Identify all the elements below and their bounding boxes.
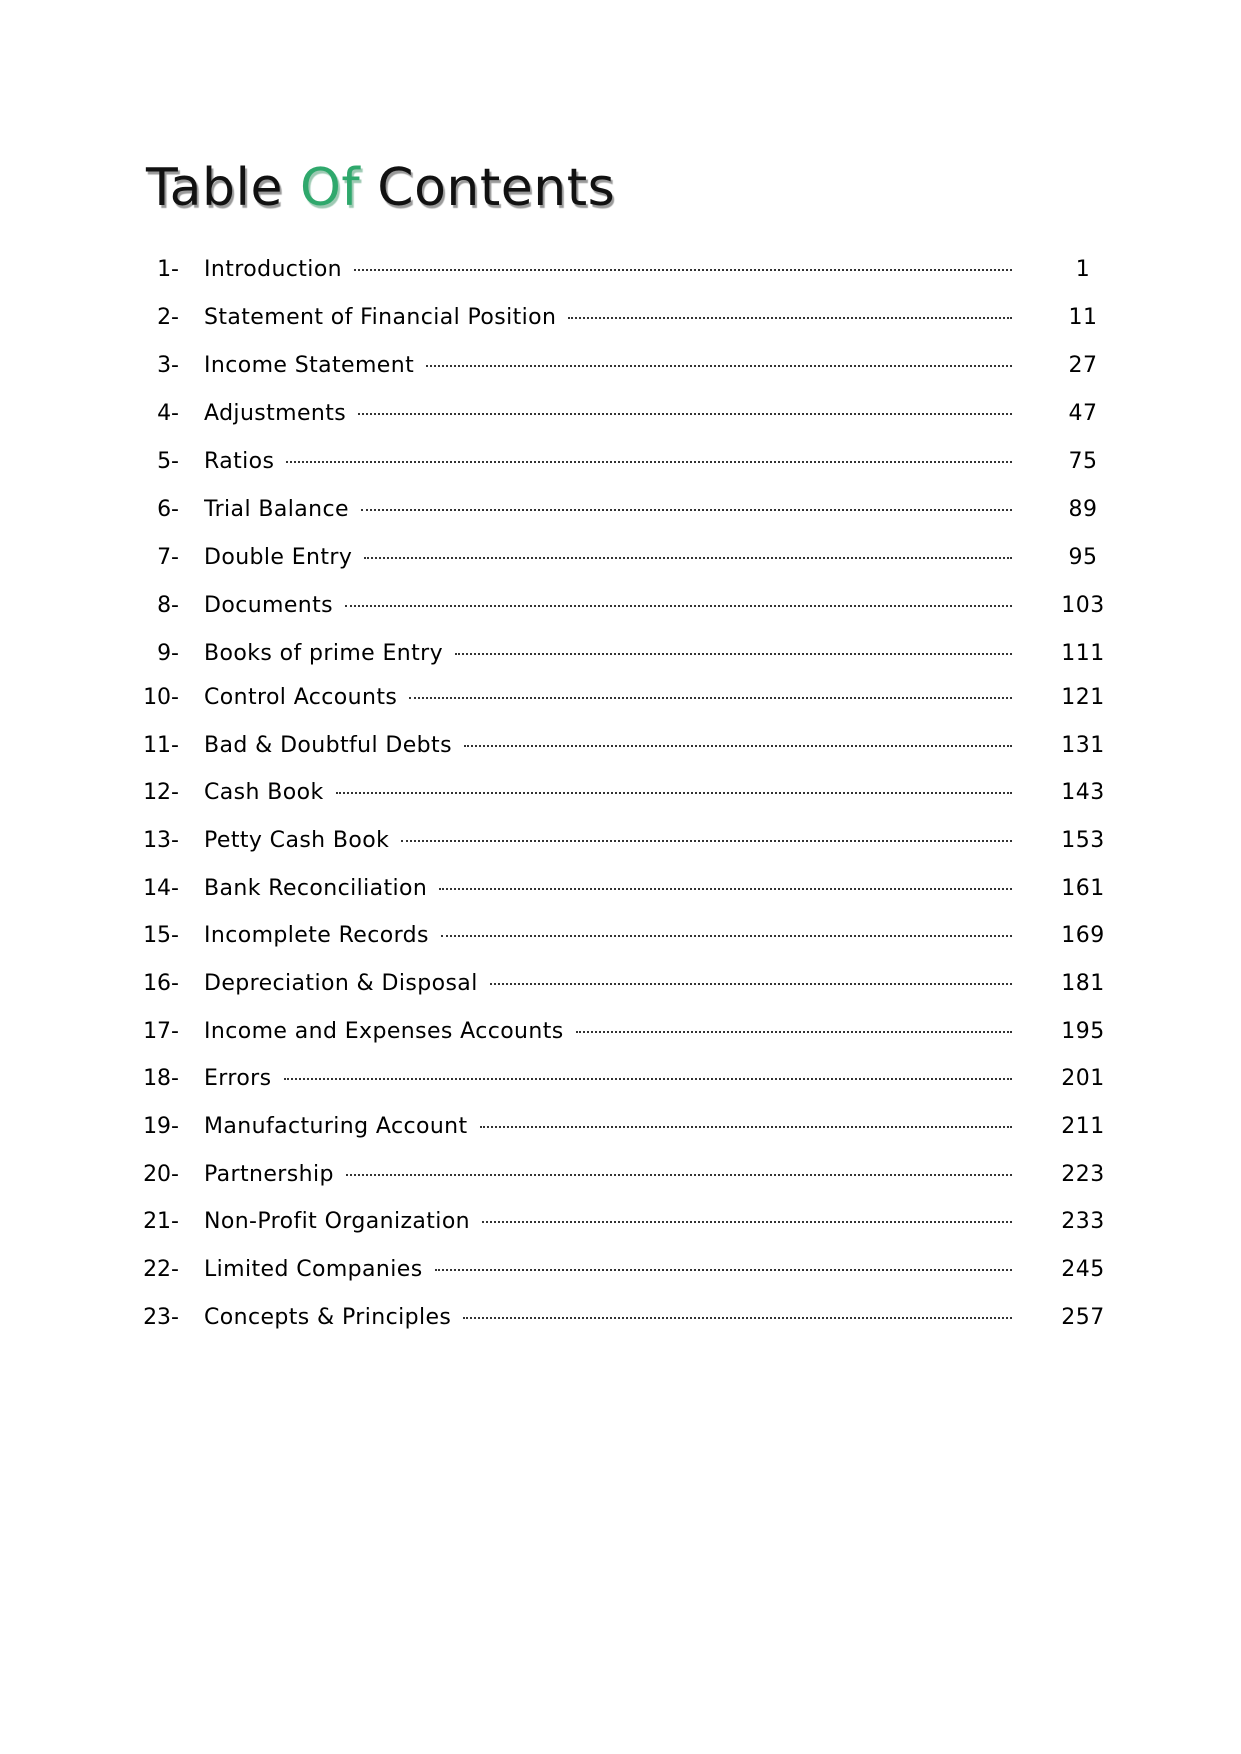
toc-entry-label-wrap — [204, 541, 1012, 575]
toc-entry[interactable] — [0, 967, 1241, 1001]
toc-entry[interactable] — [0, 1062, 1241, 1096]
toc-entry-number: 20- — [143, 1162, 179, 1187]
toc-entry-number: 7- — [157, 545, 179, 570]
toc-entry[interactable] — [0, 1205, 1241, 1239]
toc-entry-page-number: 143 — [1061, 780, 1105, 805]
toc-entry-page-number: 1 — [1075, 257, 1091, 282]
toc-entry-number: 4- — [157, 401, 179, 426]
toc-entry-label: Bank Reconciliation — [204, 876, 428, 901]
dot-leader — [441, 933, 1012, 937]
toc-entry-number: 5- — [157, 449, 179, 474]
toc-entry-number: 17- — [143, 1019, 179, 1044]
dot-leader — [464, 743, 1012, 747]
toc-entry-label: Statement of Financial Position — [204, 305, 557, 330]
toc-entry-page-number: 223 — [1061, 1162, 1105, 1187]
dot-leader — [361, 507, 1012, 511]
toc-entry-number: 10- — [143, 685, 179, 710]
toc-entry[interactable] — [0, 253, 1241, 287]
toc-entry-number: 22- — [143, 1257, 179, 1282]
toc-entry[interactable] — [0, 872, 1241, 906]
dot-leader — [482, 1219, 1012, 1223]
dot-leader — [426, 363, 1012, 367]
toc-entry-label-wrap — [204, 729, 1012, 763]
toc-entry-number: 23- — [143, 1305, 179, 1330]
dot-leader — [354, 267, 1012, 271]
toc-entry[interactable] — [0, 541, 1241, 575]
toc-entry-number: 21- — [143, 1209, 179, 1234]
toc-entry-number: 13- — [143, 828, 179, 853]
toc-entry-label: Ratios — [204, 449, 275, 474]
toc-entry-page-number: 27 — [1068, 353, 1098, 378]
dot-leader — [576, 1029, 1012, 1033]
toc-entry-number: 2- — [157, 305, 179, 330]
toc-entry-label: Errors — [204, 1066, 272, 1091]
toc-entry[interactable] — [0, 824, 1241, 858]
toc-entry-label-wrap — [204, 493, 1012, 527]
toc-entry-page-number: 103 — [1061, 593, 1105, 618]
toc-entry-label-wrap — [204, 1253, 1012, 1287]
toc-entry[interactable] — [0, 681, 1241, 715]
toc-entry-label: Concepts & Principles — [204, 1305, 452, 1330]
toc-entry-label: Limited Companies — [204, 1257, 423, 1282]
toc-entry-label-wrap — [204, 253, 1012, 287]
toc-entry-page-number: 11 — [1068, 305, 1098, 330]
toc-entry-page-number: 233 — [1061, 1209, 1105, 1234]
toc-entry-label: Books of prime Entry — [204, 641, 444, 666]
toc-entry-label-wrap — [204, 1015, 1012, 1049]
toc-entry[interactable] — [0, 493, 1241, 527]
dot-leader — [455, 651, 1012, 655]
toc-entry-label-wrap — [204, 681, 1012, 715]
toc-entry-label-wrap — [204, 637, 1012, 671]
toc-entry-number: 14- — [143, 876, 179, 901]
toc-entry-label-wrap — [204, 824, 1012, 858]
toc-entry-page-number: 257 — [1061, 1305, 1105, 1330]
toc-entry-page-number: 75 — [1068, 449, 1098, 474]
toc-entry[interactable] — [0, 919, 1241, 953]
dot-leader — [490, 981, 1012, 985]
toc-entry-label-wrap — [204, 776, 1012, 810]
dot-leader — [286, 459, 1012, 463]
toc-entry-label-wrap — [204, 1158, 1012, 1192]
toc-entry-number: 11- — [143, 733, 179, 758]
toc-entry-label: Adjustments — [204, 401, 347, 426]
toc-entry-label: Depreciation & Disposal — [204, 971, 478, 996]
toc-entry-label-wrap — [204, 1301, 1012, 1335]
toc-entry-label: Petty Cash Book — [204, 828, 390, 853]
dot-leader — [463, 1315, 1012, 1319]
dot-leader — [409, 695, 1012, 699]
toc-entry-label-wrap — [204, 967, 1012, 1001]
toc-entry-label: Partnership — [204, 1162, 334, 1187]
toc-entry-label: Cash Book — [204, 780, 324, 805]
toc-entry[interactable] — [0, 637, 1241, 671]
toc-entry-label: Trial Balance — [204, 497, 349, 522]
toc-entry-number: 16- — [143, 971, 179, 996]
toc-entry-page-number: 211 — [1061, 1114, 1105, 1139]
dot-leader — [364, 555, 1012, 559]
toc-entry[interactable] — [0, 301, 1241, 335]
toc-entry-page-number: 153 — [1061, 828, 1105, 853]
toc-entry-number: 8- — [157, 593, 179, 618]
toc-entry-page-number: 131 — [1061, 733, 1105, 758]
toc-entry[interactable] — [0, 349, 1241, 383]
toc-entry-number: 1- — [157, 257, 179, 282]
title-part-of: Of — [300, 158, 361, 218]
toc-entry-page-number: 195 — [1061, 1019, 1105, 1044]
dot-leader — [480, 1124, 1012, 1128]
toc-entry-page-number: 89 — [1068, 497, 1098, 522]
dot-leader — [336, 790, 1012, 794]
page-title — [146, 158, 615, 218]
toc-entry-number: 3- — [157, 353, 179, 378]
toc-entry-label: Manufacturing Account — [204, 1114, 468, 1139]
toc-entry-page-number: 201 — [1061, 1066, 1105, 1091]
toc-entry-number: 6- — [157, 497, 179, 522]
dot-leader — [345, 603, 1012, 607]
toc-entry-label: Control Accounts — [204, 685, 398, 710]
toc-entry[interactable] — [0, 1253, 1241, 1287]
toc-entry-number: 9- — [157, 641, 179, 666]
toc-entry[interactable] — [0, 589, 1241, 623]
toc-entry-label: Documents — [204, 593, 334, 618]
toc-entry-label: Double Entry — [204, 545, 353, 570]
toc-entry-page-number: 169 — [1061, 923, 1105, 948]
toc-entry[interactable] — [0, 1015, 1241, 1049]
toc-entry[interactable] — [0, 1110, 1241, 1144]
toc-entry-number: 19- — [143, 1114, 179, 1139]
toc-entry-label-wrap — [204, 1205, 1012, 1239]
dot-leader — [346, 1172, 1012, 1176]
toc-entry-label-wrap — [204, 349, 1012, 383]
dot-leader — [284, 1076, 1013, 1080]
toc-entry-number: 12- — [143, 780, 179, 805]
toc-entry-label-wrap — [204, 397, 1012, 431]
toc-entry-page-number: 121 — [1061, 685, 1105, 710]
toc-entry-label: Bad & Doubtful Debts — [204, 733, 452, 758]
toc-entry-page-number: 95 — [1068, 545, 1098, 570]
toc-entry-page-number: 181 — [1061, 971, 1105, 996]
toc-entry[interactable] — [0, 397, 1241, 431]
toc-entry-number: 15- — [143, 923, 179, 948]
title-part-contents: Contents — [360, 158, 616, 218]
toc-entry-label-wrap — [204, 445, 1012, 479]
toc-entry[interactable] — [0, 445, 1241, 479]
toc-entry-label: Non-Profit Organization — [204, 1209, 471, 1234]
toc-entry[interactable] — [0, 776, 1241, 810]
toc-entry-page-number: 111 — [1061, 641, 1105, 666]
dot-leader — [439, 886, 1012, 890]
toc-entry-page-number: 245 — [1061, 1257, 1105, 1282]
toc-entry-label-wrap — [204, 589, 1012, 623]
dot-leader — [568, 315, 1012, 319]
dot-leader — [435, 1267, 1012, 1271]
toc-entry-label-wrap — [204, 1062, 1012, 1096]
toc-entry-label-wrap — [204, 1110, 1012, 1144]
toc-entry-label: Introduction — [204, 257, 343, 282]
dot-leader — [401, 838, 1012, 842]
title-part-table: Table — [146, 158, 300, 218]
toc-entry-page-number: 47 — [1068, 401, 1098, 426]
toc-entry-label: Income Statement — [204, 353, 415, 378]
toc-entry[interactable] — [0, 1301, 1241, 1335]
toc-entry-label: Income and Expenses Accounts — [204, 1019, 564, 1044]
dot-leader — [358, 411, 1012, 415]
toc-entry[interactable] — [0, 729, 1241, 763]
toc-entry-label-wrap — [204, 919, 1012, 953]
toc-entry-number: 18- — [143, 1066, 179, 1091]
toc-entry-label: Incomplete Records — [204, 923, 429, 948]
toc-entry-page-number: 161 — [1061, 876, 1105, 901]
toc-entry[interactable] — [0, 1158, 1241, 1192]
toc-entry-label-wrap — [204, 301, 1012, 335]
toc-entry-label-wrap — [204, 872, 1012, 906]
